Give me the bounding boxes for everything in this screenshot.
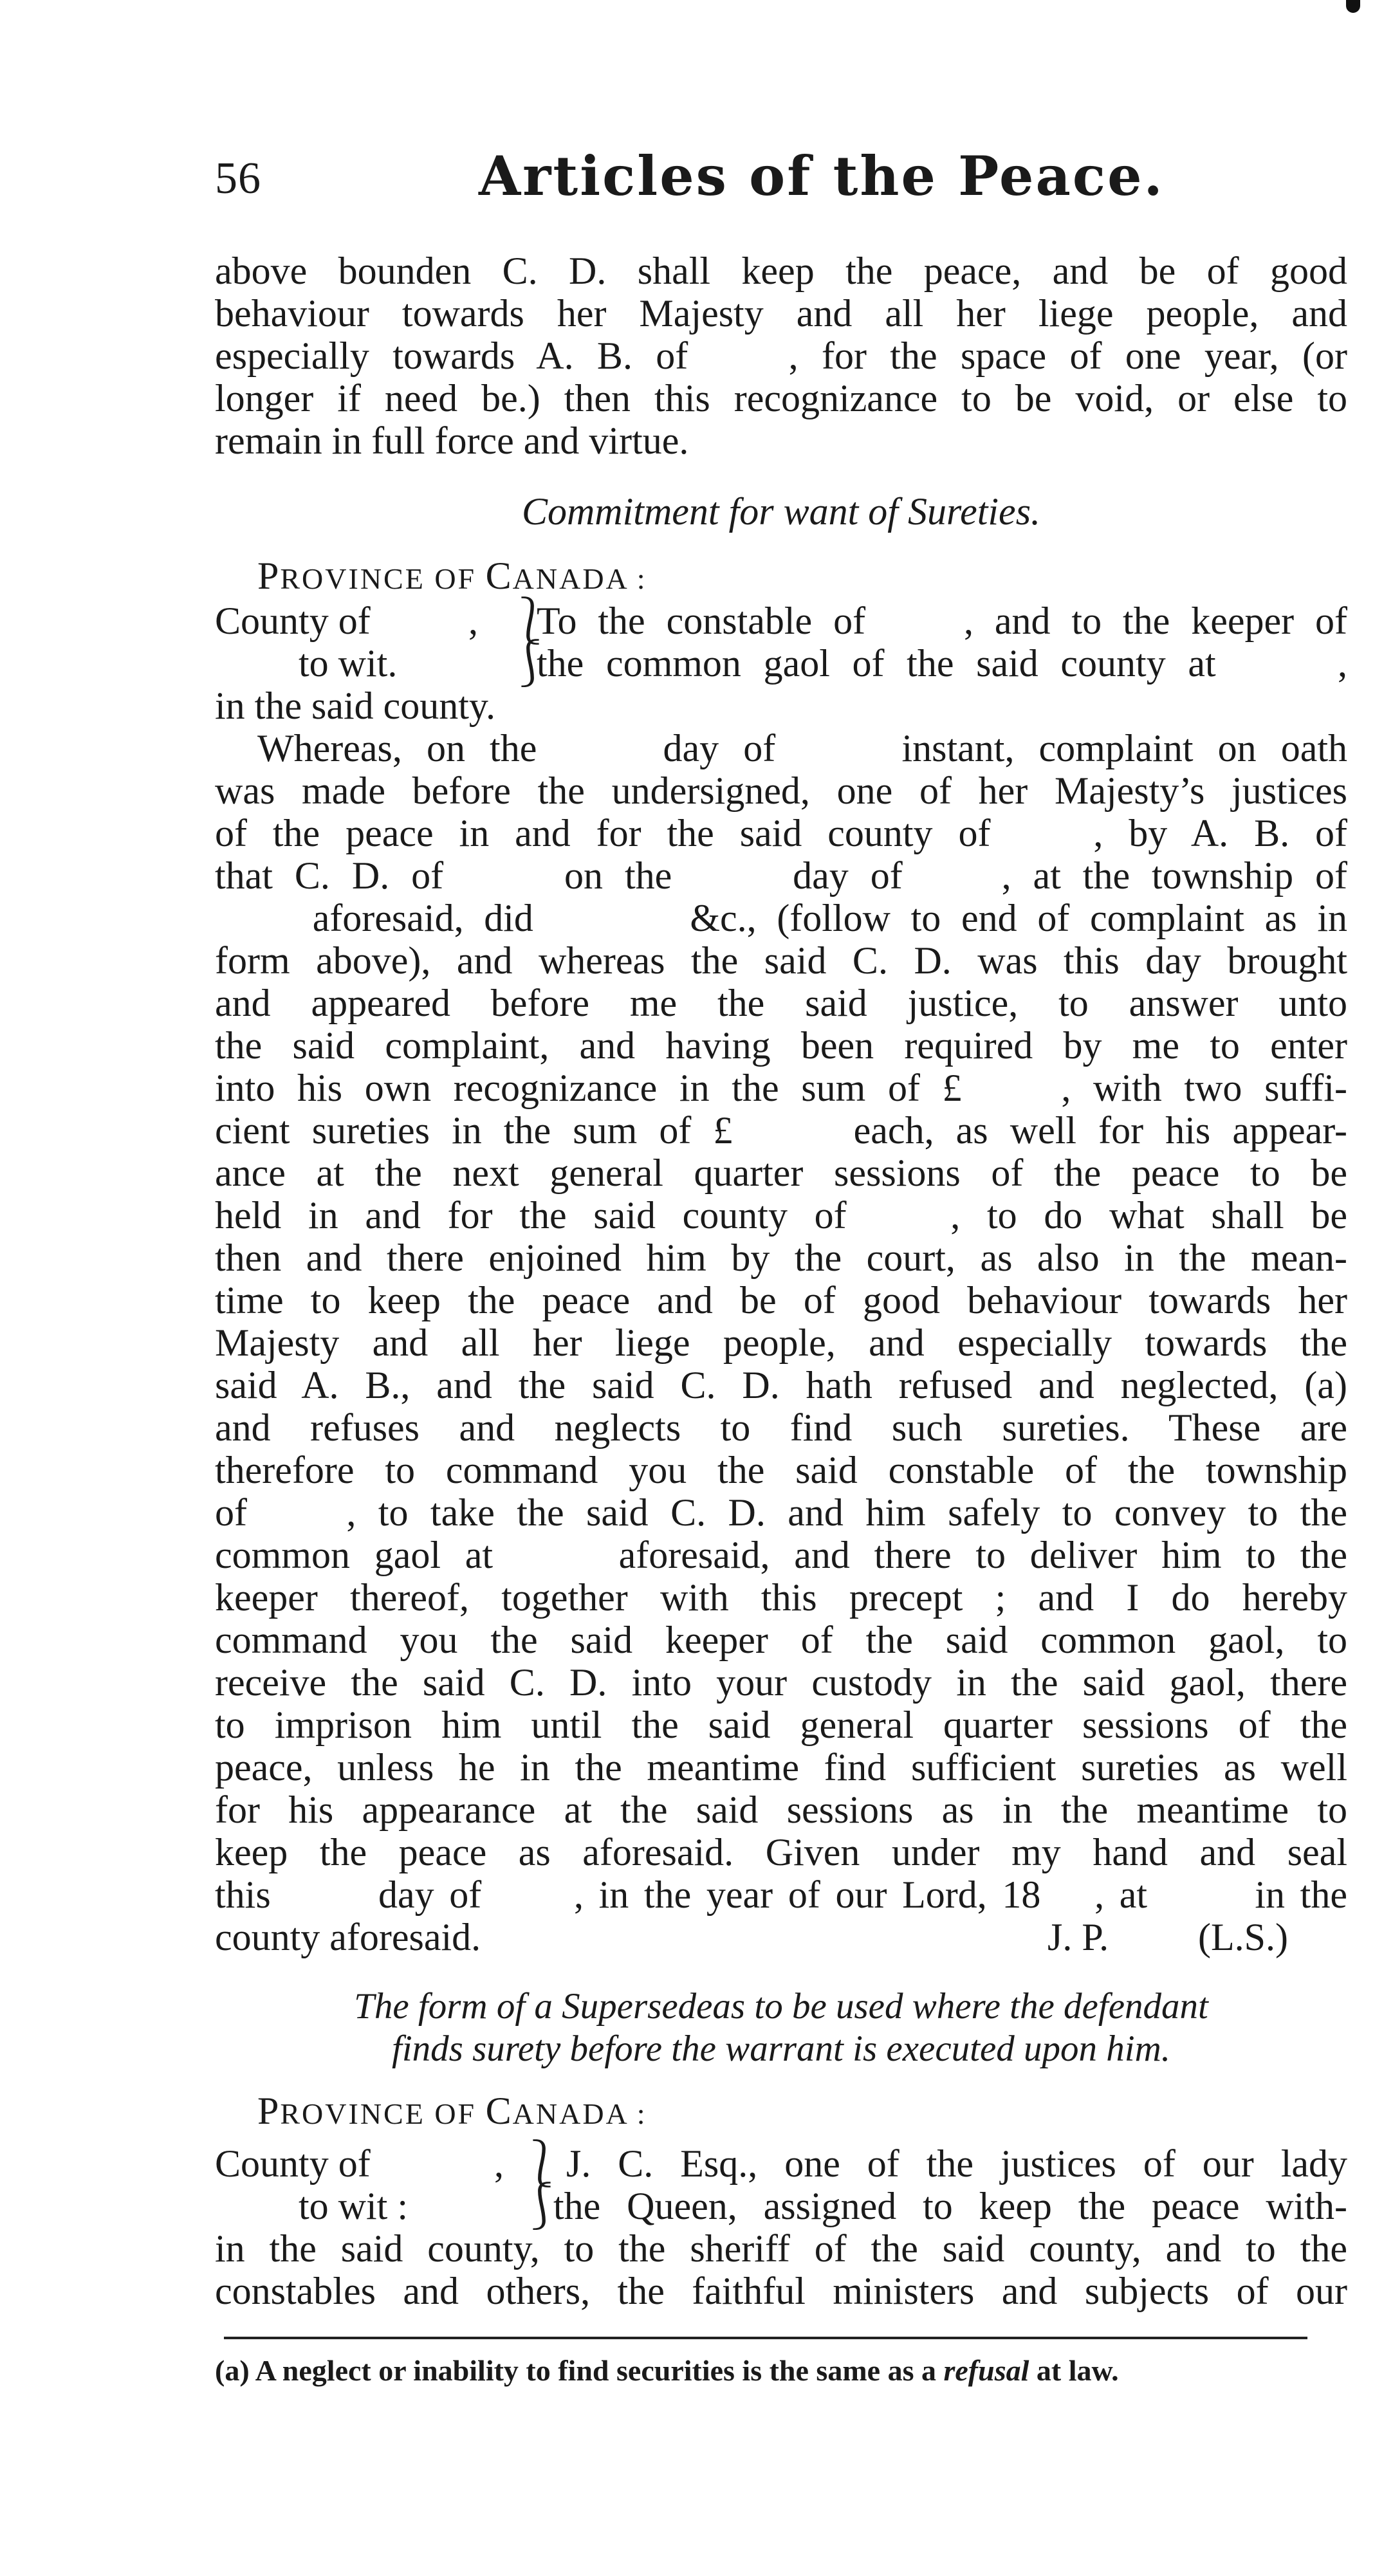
text-line: was made before the undersigned, one of her Majesty’s justices — [215, 769, 1347, 812]
text-line: remain in full force and virtue. — [215, 419, 689, 462]
text-line: that C. D. of on the day of , at the township of — [215, 854, 1347, 897]
text-line: ance at the next general quarter sessions of the peace to be — [215, 1152, 1347, 1194]
running-title: Articles of the Peace. — [479, 144, 1165, 208]
text-line: in the said county, to the sheriff of the said county, and to the — [215, 2227, 1347, 2270]
text-line: Majesty and all her liege people, and especially towards the — [215, 1321, 1347, 1364]
text-line: to imprison him until the said general quarter sessions of the — [215, 1704, 1347, 1746]
province-heading: PROVINCE OF CANADA : — [257, 555, 647, 597]
text-line: keep the peace as aforesaid. Given under my hand and seal — [215, 1831, 1347, 1873]
county-to-wit: to wit. — [299, 642, 398, 685]
text-line: above bounden C. D. shall keep the peace, and be of good — [215, 250, 1347, 292]
text-line: held in and for the said county of , to do what shall be — [215, 1194, 1347, 1237]
text-line: receive the said C. D. into your custody in the said gaol, there — [215, 1661, 1347, 1704]
text-line: To the constable of , and to the keeper of — [537, 600, 1347, 642]
text-line: aforesaid, did &c., (follow to end of complaint as in — [215, 897, 1347, 939]
county-label: County of — [215, 2142, 371, 2185]
text-line: and appeared before me the said justice, to answer unto — [215, 982, 1347, 1024]
section-heading: The form of a Supersedeas to be used where the defendant — [354, 1986, 1208, 2027]
footnote-italic: refusal — [943, 2354, 1029, 2387]
text-line: into his own recognizance in the sum of £ , with two suffi- — [215, 1067, 1347, 1109]
brace-bottom: ⎰ — [507, 636, 554, 690]
signature-jp: J. P. — [1047, 1916, 1109, 1958]
ink-mark — [1346, 0, 1360, 13]
text-line: county aforesaid. — [215, 1916, 481, 1958]
brace-top: ⎱ — [519, 2137, 566, 2191]
text-line: J. C. Esq., one of the justices of our lady — [566, 2142, 1347, 2185]
text-line: the Queen, assigned to keep the peace with- — [553, 2185, 1347, 2227]
text-line: of the peace in and for the said county of , by A. B. of — [215, 812, 1347, 854]
footnote — [215, 2351, 1347, 2390]
text-line: cient sureties in the sum of £ each, as well for his appear- — [215, 1109, 1347, 1152]
text-line: the common gaol of the said county at , — [537, 642, 1347, 685]
text-line: constables and others, the faithful ministers and subjects of our — [215, 2270, 1347, 2312]
county-to-wit: to wit : — [299, 2185, 409, 2227]
text-line: Whereas, on the day of instant, complaint on oath — [257, 727, 1347, 769]
footnote-marker: (a) — [215, 2354, 250, 2387]
text-line: keeper thereof, together with this precept ; and I do hereby — [215, 1576, 1347, 1619]
text-line: said A. B., and the said C. D. hath refused and neglected, (a) — [215, 1364, 1347, 1406]
text-line: longer if need be.) then this recognizance to be void, or else to — [215, 377, 1347, 419]
county-comma: , — [468, 600, 478, 642]
brace-bottom: ⎰ — [519, 2179, 566, 2233]
page-number: 56 — [215, 154, 261, 203]
text-line: then and there enjoined him by the court, as also in the mean- — [215, 1237, 1347, 1279]
county-label: County of — [215, 600, 371, 642]
page-header — [215, 132, 1347, 228]
text-line: command you the said keeper of the said common gaol, to — [215, 1619, 1347, 1661]
text-line: behaviour towards her Majesty and all her liege people, and — [215, 292, 1347, 335]
footnote-end: at law. — [1036, 2354, 1119, 2387]
seal-mark: (L.S.) — [1198, 1916, 1288, 1958]
brace-top: ⎱ — [507, 594, 554, 648]
footnote-text: A neglect or inability to find securities is the same as a — [255, 2354, 936, 2387]
text-line: in the said county. — [215, 685, 496, 727]
text-line: of , to take the said C. D. and him safely to convey to the — [215, 1491, 1347, 1534]
section-heading: Commitment for want of Sureties. — [521, 490, 1041, 533]
text-line: peace, unless he in the meantime find sufficient sureties as well — [215, 1746, 1347, 1789]
county-comma: , — [494, 2142, 504, 2185]
text-line: therefore to command you the said constable of the township — [215, 1449, 1347, 1491]
text-line: form above), and whereas the said C. D. was this day brought — [215, 939, 1347, 982]
text-line: the said complaint, and having been required by me to enter — [215, 1024, 1347, 1067]
text-line: especially towards A. B. of , for the space of one year, (or — [215, 335, 1347, 377]
footnote-rule — [224, 2337, 1307, 2339]
province-heading: PROVINCE OF CANADA : — [257, 2090, 647, 2132]
text-line: and refuses and neglects to find such sureties. These are — [215, 1406, 1347, 1449]
text-line: this day of , in the year of our Lord, 18 , at in the — [215, 1873, 1347, 1916]
text-line: for his appearance at the said sessions as in the meantime to — [215, 1789, 1347, 1831]
text-line: common gaol at aforesaid, and there to deliver him to the — [215, 1534, 1347, 1576]
text-line: time to keep the peace and be of good behaviour towards her — [215, 1279, 1347, 1321]
section-heading: finds surety before the warrant is executed upon him. — [392, 2029, 1170, 2069]
